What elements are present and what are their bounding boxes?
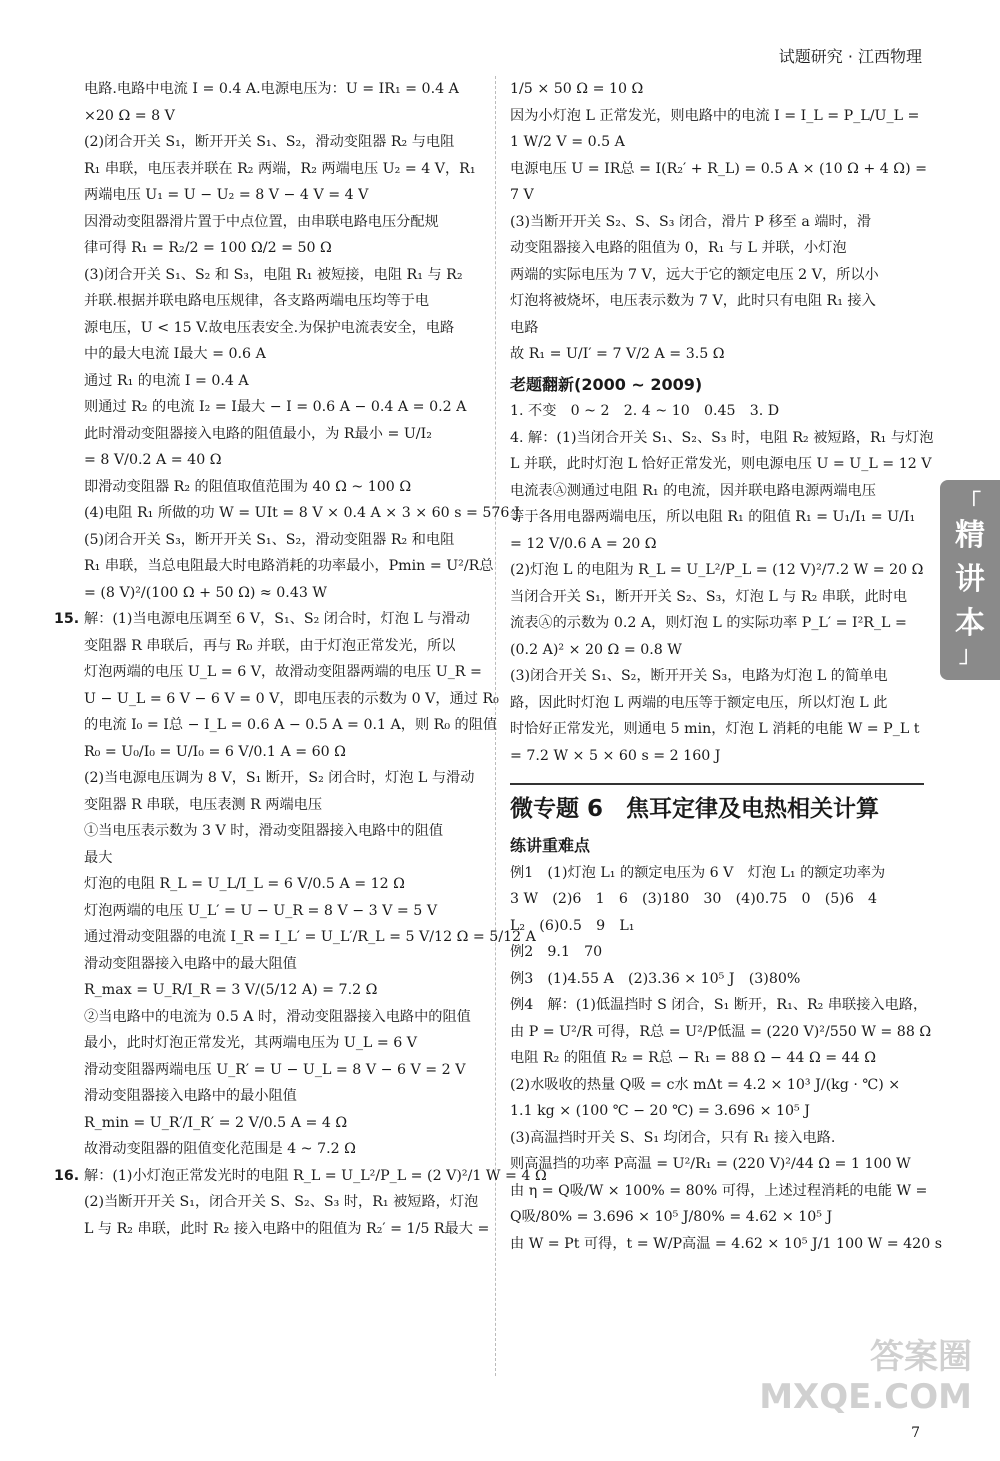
tab-char-2: 讲 bbox=[955, 562, 985, 597]
old-q4-lines-line bbox=[510, 504, 924, 531]
line-text: L₂ (6)0.5 9 L₁ bbox=[510, 917, 635, 934]
q15-lines-line bbox=[84, 818, 486, 845]
line-text: 路，因此时灯泡 L 两端的电压等于额定电压，所以灯泡 L 此 bbox=[510, 694, 888, 711]
example-lines-line bbox=[510, 886, 924, 913]
line-text: Q吸/80% = 3.696 × 10⁵ J/80% = 4.62 × 10⁵ J bbox=[510, 1209, 833, 1225]
line-text: L 并联，此时灯泡 L 恰好正常发光，则电源电压 U = U_L = 12 V bbox=[510, 456, 932, 472]
example-lines-line bbox=[510, 1151, 924, 1178]
q15-lines-line bbox=[84, 686, 499, 713]
old-questions-title: 老题翻新(2000 ~ 2009) bbox=[510, 374, 703, 394]
q15-lines-line bbox=[84, 633, 486, 660]
q15-lines-line bbox=[84, 951, 486, 978]
example-lines-line bbox=[510, 860, 924, 887]
q15-lines-line bbox=[84, 739, 486, 766]
line-text: 流表Ⓐ的示数为 0.2 A，则灯泡 L 的实际功率 P_L′ = I²R_L = bbox=[510, 615, 907, 631]
watermark-logo: 答案圈 bbox=[870, 1337, 972, 1377]
question-number: 15. bbox=[54, 611, 80, 627]
line-text: (2)水吸收的热量 Q吸 = c水 mΔt = 4.2 × 10³ J/(kg · ℃) × bbox=[510, 1076, 901, 1093]
line-text: 则通过 R₂ 的电流 I₂ = I最大 − I = 0.6 A − 0.4 A = 0.2 A bbox=[84, 399, 467, 415]
line-text: (0.2 A)² × 20 Ω = 0.8 W bbox=[510, 641, 682, 658]
example-lines-line bbox=[510, 966, 924, 993]
old-q4-lines-line bbox=[510, 743, 924, 770]
line-text: 由 W = Pt 可得，t = W/P高温 = 4.62 × 10⁵ J/1 100 W = 420 s bbox=[510, 1235, 943, 1252]
line-text: 中的最大电流 I最大 = 0.6 A bbox=[84, 346, 266, 362]
line-text: 电路 bbox=[510, 319, 539, 336]
q15-lines-line bbox=[84, 1110, 486, 1137]
tab-char-3: 本 bbox=[955, 606, 985, 641]
line-text: 故 R₁ = U/I′ = 7 V/2 A = 3.5 Ω bbox=[510, 346, 725, 362]
line-text: = (8 V)²/(100 Ω + 50 Ω) ≈ 0.43 W bbox=[84, 584, 327, 601]
line-text: 电阻 R₂ 的阻值 R₂ = R总 − R₁ = 88 Ω − 44 Ω = 44 Ω bbox=[510, 1050, 876, 1066]
watermark bbox=[759, 1337, 972, 1417]
watermark-url: MXQE.COM bbox=[759, 1377, 972, 1417]
line-text: = 12 V/0.6 A = 20 Ω bbox=[510, 535, 657, 552]
line-text: ②当电路中的电流为 0.5 A 时，滑动变阻器接入电路中的阻值 bbox=[84, 1008, 471, 1025]
line-text: 源电压，U < 15 V.故电压表安全.为保护电流表安全，电路 bbox=[84, 319, 455, 336]
right-column bbox=[510, 76, 943, 1257]
line-text: 时恰好正常发光，则通电 5 min，灯泡 L 消耗的电能 W = P_L t bbox=[510, 721, 920, 737]
example-lines-line bbox=[510, 1231, 943, 1258]
old-q4-lines-line bbox=[510, 716, 924, 743]
question-number: 16. bbox=[54, 1167, 80, 1184]
line-text: 故滑动变阻器的阻值变化范围是 4 ~ 7.2 Ω bbox=[84, 1141, 356, 1157]
line-text: 的电流 I₀ = I总 − I_L = 0.6 A − 0.5 A = 0.1 A，则 R₀ 的阻值 bbox=[84, 717, 498, 733]
line-text: 灯泡两端的电压 U_L = 6 V，故滑动变阻器两端的电压 U_R = bbox=[84, 664, 482, 680]
line-text: 由 η = Q吸/W × 100% = 80% 可得，上述过程消耗的电能 W = bbox=[510, 1182, 928, 1199]
line-text: 当闭合开关 S₁，断开开关 S₂、S₃，灯泡 L 与 R₂ 串联，此时电 bbox=[510, 588, 908, 605]
left-lines-line bbox=[84, 474, 486, 501]
left-lines-line bbox=[84, 76, 486, 103]
right-lines-line bbox=[510, 103, 924, 130]
example-lines-line bbox=[510, 1178, 928, 1205]
line-text: 两端电压 U₁ = U − U₂ = 8 V − 4 V = 4 V bbox=[84, 187, 369, 203]
line-text: 变阻器 R 串联后，再与 R₀ 并联，由于灯泡正常发光，所以 bbox=[84, 637, 456, 654]
line-text: ①当电压表示数为 3 V 时，滑动变阻器接入电路中的阻值 bbox=[84, 823, 444, 839]
line-text: 等于各用电器两端电压，所以电阻 R₁ 的阻值 R₁ = U₁/I₁ = U/I₁ bbox=[510, 509, 916, 525]
line-text: (2)当电源电压调为 8 V，S₁ 断开，S₂ 闭合时，灯泡 L 与滑动 bbox=[84, 770, 475, 786]
line-text: 解：(1)当电源电压调至 6 V，S₁、S₂ 闭合时，灯泡 L 与滑动 bbox=[84, 611, 470, 627]
line-text: 例1 (1)灯泡 L₁ 的额定电压为 6 V 灯泡 L₁ 的额定功率为 bbox=[510, 864, 886, 881]
example-lines-line bbox=[510, 913, 924, 940]
left-lines-line bbox=[84, 182, 486, 209]
example-lines-line bbox=[510, 1019, 932, 1046]
right-lines-line bbox=[510, 129, 924, 156]
line-text: (2)当断开开关 S₁，闭合开关 S、S₂、S₃ 时，R₁ 被短路，灯泡 bbox=[84, 1194, 479, 1210]
q15-lines-line bbox=[84, 977, 486, 1004]
line-text: 例4 解：(1)低温挡时 S 闭合，S₁ 断开，R₁、R₂ 串联接入电路， bbox=[510, 997, 928, 1013]
example-lines-line bbox=[510, 1125, 924, 1152]
left-lines-line bbox=[84, 341, 486, 368]
line-text: 3 W (2)6 1 6 (3)180 30 (4)0.75 0 (5)6 4 bbox=[510, 891, 878, 907]
tab-bracket-close: 」 bbox=[958, 643, 981, 668]
line-text: 因为小灯泡 L 正常发光，则电路中的电流 I = I_L = P_L/U_L = bbox=[510, 107, 920, 124]
line-text: 滑动变阻器接入电路中的最小阻值 bbox=[84, 1088, 297, 1104]
line-text: 4. 解：(1)当闭合开关 S₁、S₂、S₃ 时，电阻 R₂ 被短路，R₁ 与灯泡 bbox=[510, 429, 934, 446]
q15-lines-line bbox=[54, 606, 486, 633]
line-text: 1/5 × 50 Ω = 10 Ω bbox=[510, 81, 644, 97]
examples-section bbox=[510, 860, 943, 1258]
line-text: R_max = U_R/I_R = 3 V/(5/12 A) = 7.2 Ω bbox=[84, 982, 378, 998]
line-text: 两端的实际电压为 7 V，远大于它的额定电压 2 V，所以小 bbox=[510, 266, 879, 283]
old-q4-lines-line bbox=[510, 663, 924, 690]
left-lines-line bbox=[84, 209, 486, 236]
example-lines-line bbox=[510, 1204, 924, 1231]
line-text: 灯泡的电阻 R_L = U_L/I_L = 6 V/0.5 A = 12 Ω bbox=[84, 876, 405, 892]
left-lines-line bbox=[84, 288, 486, 315]
q16-lines-line bbox=[54, 1163, 547, 1190]
left-lines-line bbox=[84, 315, 486, 342]
right-lines-line bbox=[510, 76, 924, 103]
left-lines-line bbox=[84, 103, 486, 130]
q15-lines-line bbox=[84, 1004, 486, 1031]
old-q4-lines-line bbox=[510, 690, 924, 717]
right-lines-line bbox=[510, 341, 924, 368]
left-lines-line bbox=[84, 235, 486, 262]
left-lines-line bbox=[84, 447, 486, 474]
old-q4-lines-line bbox=[510, 531, 924, 558]
q15-lines-line bbox=[84, 1030, 486, 1057]
q15-lines-line bbox=[84, 898, 486, 925]
right-lines-line bbox=[510, 209, 924, 236]
q15-lines-line bbox=[84, 1136, 486, 1163]
left-lines-line bbox=[84, 368, 486, 395]
line-text: (5)闭合开关 S₃，断开开关 S₁、S₂，滑动变阻器 R₂ 和电阻 bbox=[84, 531, 455, 548]
line-text: R₀ = U₀/I₀ = U/I₀ = 6 V/0.1 A = 60 Ω bbox=[84, 743, 346, 760]
q16-continued bbox=[510, 76, 928, 368]
line-text: 此时滑动变阻器接入电路的阻值最小，为 R最小 = U/I₂ bbox=[84, 425, 432, 442]
old-q4-lines-line bbox=[510, 637, 924, 664]
q15-lines-line bbox=[84, 792, 486, 819]
line-text: (3)高温挡时开关 S、S₁ 均闭合，只有 R₁ 接入电路. bbox=[510, 1129, 836, 1146]
line-text: L 与 R₂ 串联，此时 R₂ 接入电路中的阻值为 R₂′ = 1/5 R最大 = bbox=[84, 1220, 490, 1237]
right-lines-line bbox=[510, 156, 928, 183]
old-q4-lines-line bbox=[510, 557, 924, 584]
example-lines-line bbox=[510, 1098, 924, 1125]
q15-lines-line bbox=[84, 659, 486, 686]
left-lines-line bbox=[84, 500, 520, 527]
line-text: 因滑动变阻器滑片置于中点位置，由串联电路电压分配规 bbox=[84, 213, 439, 230]
line-text: 并联.根据并联电路电压规律，各支路两端电压均等于电 bbox=[84, 293, 430, 309]
q15-lines-line bbox=[84, 765, 486, 792]
left-lines-line bbox=[84, 129, 486, 156]
example-lines-line bbox=[510, 1072, 924, 1099]
q16-lines-line bbox=[84, 1216, 490, 1243]
topic-title: 微专题 6 焦耳定律及电热相关计算 bbox=[510, 783, 924, 829]
line-text: = 7.2 W × 5 × 60 s = 2 160 J bbox=[510, 747, 721, 764]
line-text: 则高温挡的功率 P高温 = U²/R₁ = (220 V)²/44 Ω = 1 100 W bbox=[510, 1156, 911, 1172]
example-lines-line bbox=[510, 939, 924, 966]
q15-lines-line bbox=[84, 1057, 486, 1084]
line-text: 例3 (1)4.55 A (2)3.36 × 10⁵ J (3)80% bbox=[510, 970, 801, 987]
line-text: (3)当断开开关 S₂、S、S₃ 闭合，滑片 P 移至 a 端时，滑 bbox=[510, 213, 872, 230]
line-text: 通过 R₁ 的电流 I = 0.4 A bbox=[84, 372, 249, 389]
line-text: 7 V bbox=[510, 187, 534, 203]
line-text: (3)闭合开关 S₁、S₂ 和 S₃，电阻 R₁ 被短接，电阻 R₁ 与 R₂ bbox=[84, 266, 463, 283]
left-lines-line bbox=[84, 421, 486, 448]
q15-lines-line bbox=[84, 924, 536, 951]
line-text: R₁ 串联，电压表并联在 R₂ 两端，R₂ 两端电压 U₂ = 4 V，R₁ bbox=[84, 160, 476, 177]
q15-lines-line bbox=[84, 1083, 486, 1110]
left-lines-line bbox=[84, 262, 486, 289]
line-text: (4)电阻 R₁ 所做的功 W = UIt = 8 V × 0.4 A × 3 × 60 s = 576 J bbox=[84, 505, 520, 521]
side-tab-jingjiangben[interactable] bbox=[940, 480, 1000, 680]
line-text: = 8 V/0.2 A = 40 Ω bbox=[84, 452, 222, 468]
q16-solution bbox=[54, 1163, 547, 1243]
q16-lines-line bbox=[84, 1189, 486, 1216]
old-q4-solution bbox=[510, 425, 934, 770]
right-lines-line bbox=[510, 315, 924, 342]
q15-lines-line bbox=[84, 712, 498, 739]
line-text: U − U_L = 6 V − 6 V = 0 V，即电压表的示数为 0 V，通过 R₀ bbox=[84, 690, 499, 707]
line-text: 解：(1)小灯泡正常发光时的电阻 R_L = U_L²/P_L = (2 V)²/1 W = 4 Ω bbox=[84, 1167, 547, 1184]
old-q4-lines-line bbox=[510, 610, 924, 637]
q15-solution bbox=[54, 606, 536, 1163]
line-text: 灯泡两端的电压 U_L′ = U − U_R = 8 V − 3 V = 5 V bbox=[84, 902, 438, 919]
line-text: 变阻器 R 串联，电压表测 R 两端电压 bbox=[84, 796, 323, 813]
line-text: 通过滑动变阻器的电流 I_R = I_L′ = U_L′/R_L = 5 V/12 Ω = 5/12 A bbox=[84, 929, 536, 945]
tab-char-1: 精 bbox=[955, 518, 985, 553]
line-text: 电流表Ⓐ测通过电阻 R₁ 的电流，因并联电路电源两端电压 bbox=[510, 482, 876, 499]
running-header: 试题研究 · 江西物理 bbox=[778, 47, 922, 66]
line-text: (3)闭合开关 S₁、S₂，断开开关 S₃，电路为灯泡 L 的简单电 bbox=[510, 668, 888, 684]
left-lines-line bbox=[84, 527, 486, 554]
old-q4-lines-line bbox=[510, 478, 924, 505]
line-text: R₁ 串联，当总电阻最大时电路消耗的功率最小，Pmin = U²/R总 bbox=[84, 558, 494, 574]
line-text: 动变阻器接入电路的阻值为 0，R₁ 与 L 并联，小灯泡 bbox=[510, 240, 847, 256]
old-q4-lines-line bbox=[510, 584, 924, 611]
right-lines-line bbox=[510, 288, 924, 315]
lianjiang-title: 练讲重难点 bbox=[510, 836, 591, 855]
line-text: 律可得 R₁ = R₂/2 = 100 Ω/2 = 50 Ω bbox=[84, 240, 332, 256]
right-lines-line bbox=[510, 262, 924, 289]
line-text: R_min = U_R′/I_R′ = 2 V/0.5 A = 4 Ω bbox=[84, 1114, 348, 1131]
left-lines-line bbox=[84, 156, 486, 183]
example-lines-line bbox=[510, 1045, 924, 1072]
tab-bracket-open: 「 bbox=[958, 491, 981, 516]
line-text: 由 P = U²/R 可得，R总 = U²/P低温 = (220 V)²/550 W = 88 Ω bbox=[510, 1023, 932, 1040]
line-text: 即滑动变阻器 R₂ 的阻值取值范围为 40 Ω ~ 100 Ω bbox=[84, 478, 412, 495]
line-text: ×20 Ω = 8 V bbox=[84, 107, 175, 124]
line-text: 电路.电路中电流 I = 0.4 A.电源电压为：U = IR₁ = 0.4 A bbox=[84, 81, 459, 97]
line-text: 例2 9.1 70 bbox=[510, 944, 603, 960]
line-text: 滑动变阻器接入电路中的最大阻值 bbox=[84, 955, 297, 972]
left-lines-line bbox=[84, 580, 486, 607]
q14-continued bbox=[84, 76, 520, 606]
old-q4-lines-line bbox=[510, 425, 934, 452]
right-lines-line bbox=[510, 182, 924, 209]
right-lines-line bbox=[510, 235, 924, 262]
line-text: 最大 bbox=[84, 849, 113, 866]
line-text: (2)灯泡 L 的电阻为 R_L = U_L²/P_L = (12 V)²/7.2 W = 20 Ω bbox=[510, 562, 924, 578]
line-text: 最小，此时灯泡正常发光，其两端电压为 U_L = 6 V bbox=[84, 1035, 418, 1051]
line-text: 1.1 kg × (100 ℃ − 20 ℃) = 3.696 × 10⁵ J bbox=[510, 1103, 810, 1119]
line-text: 1 W/2 V = 0.5 A bbox=[510, 134, 625, 150]
q15-lines-line bbox=[84, 845, 486, 872]
example-lines-line bbox=[510, 992, 928, 1019]
line-text: 电源电压 U = IR总 = I(R₂′ + R_L) = 0.5 A × (10 Ω + 4 Ω) = bbox=[510, 160, 928, 177]
q15-lines-line bbox=[84, 871, 486, 898]
left-lines-line bbox=[84, 553, 494, 580]
line-text: 灯泡将被烧坏，电压表示数为 7 V，此时只有电阻 R₁ 接入 bbox=[510, 293, 876, 309]
line-text: (2)闭合开关 S₁，断开开关 S₁、S₂，滑动变阻器 R₂ 与电阻 bbox=[84, 134, 455, 150]
line-text: 滑动变阻器两端电压 U_R′ = U − U_L = 8 V − 6 V = 2 V bbox=[84, 1061, 466, 1078]
old-q4-lines-line bbox=[510, 451, 932, 478]
left-lines-line bbox=[84, 394, 486, 421]
old-answers-1-3: 1. 不变 0 ~ 2 2. 4 ~ 10 0.45 3. D bbox=[510, 403, 780, 419]
page-number: 7 bbox=[911, 1425, 920, 1441]
